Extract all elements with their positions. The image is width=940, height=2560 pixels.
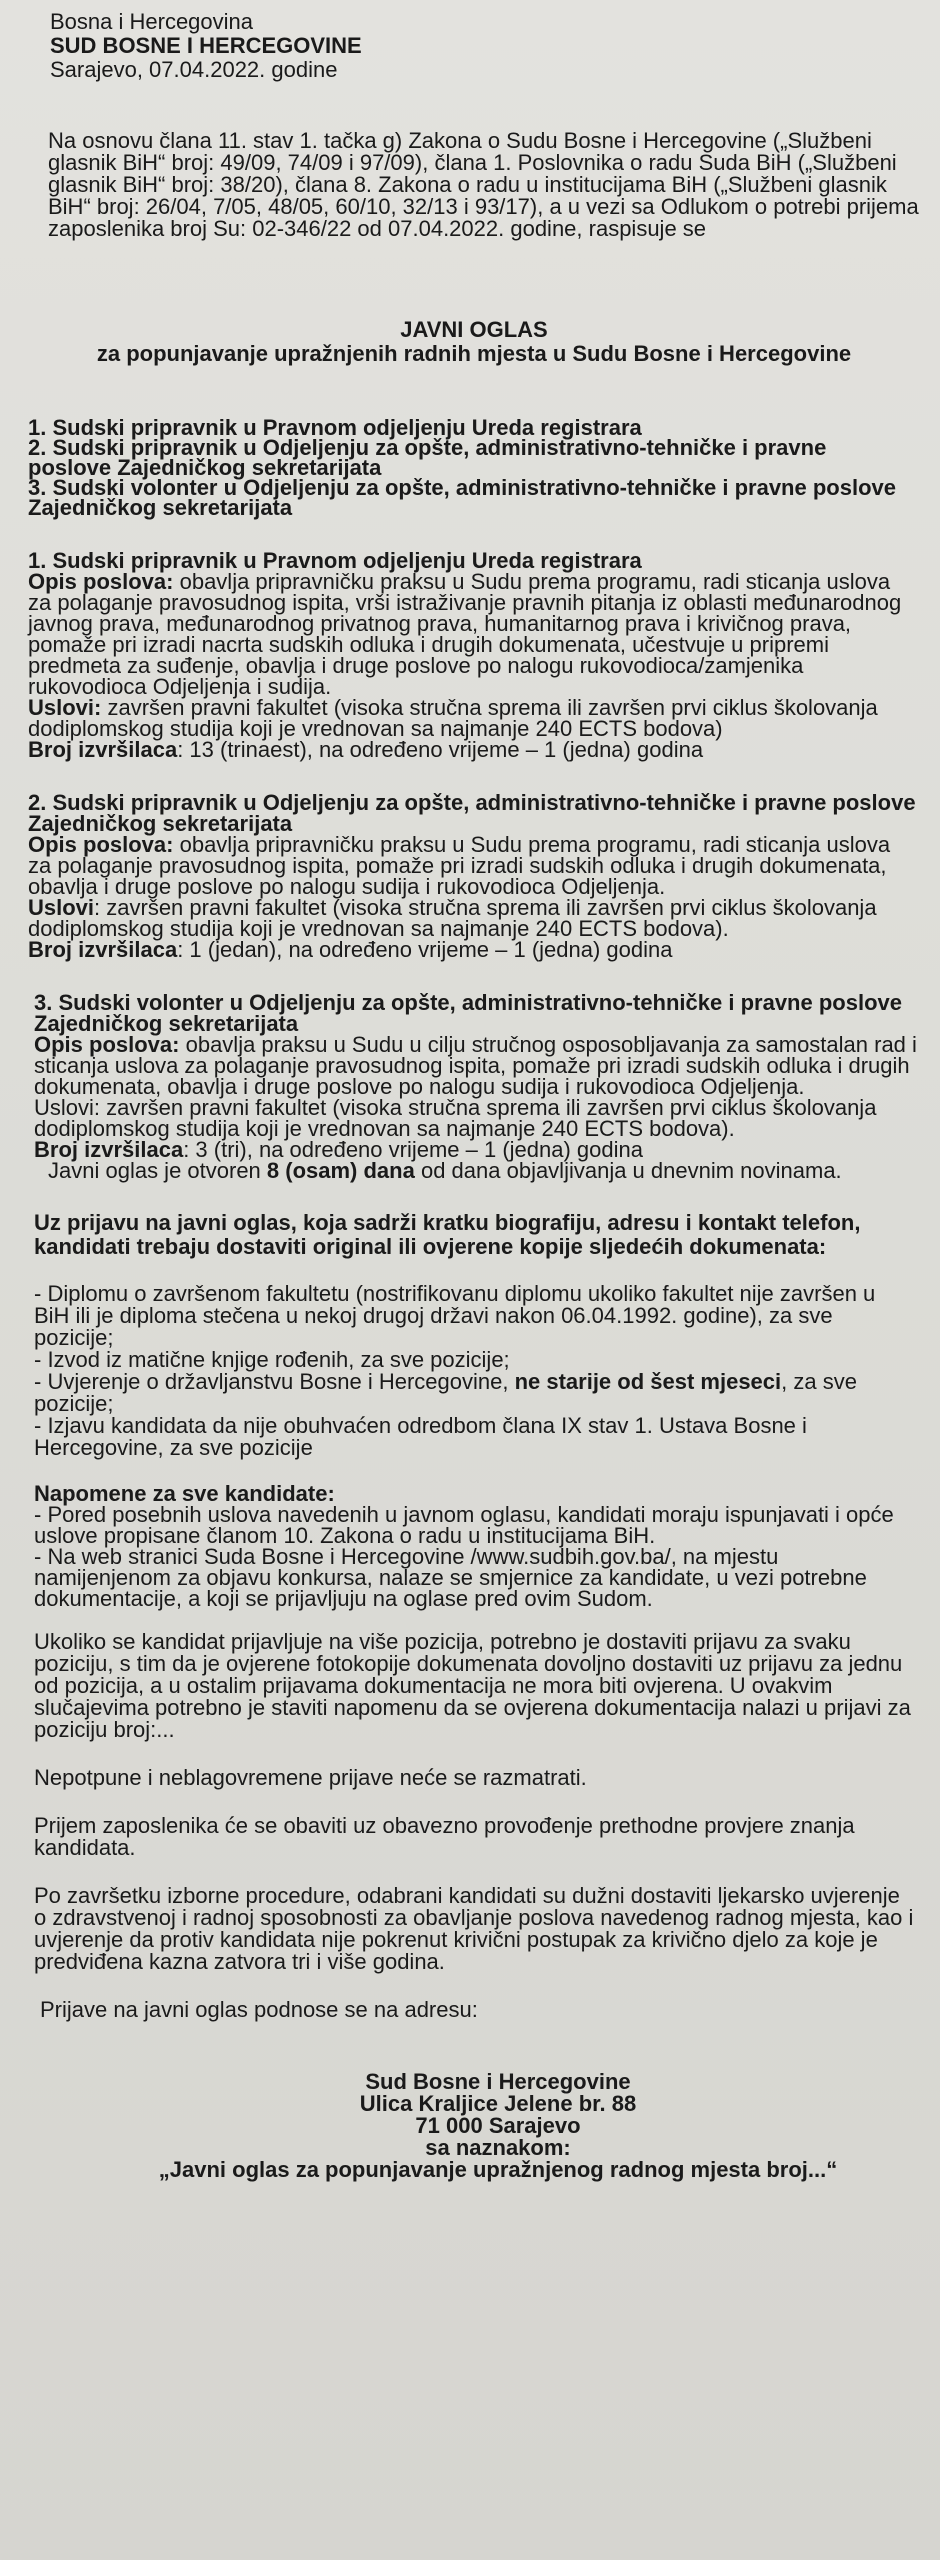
label: Opis poslova: [28, 832, 174, 857]
submission-paragraph: Prijave na javni oglas podnose se na adresu: [40, 1997, 478, 2022]
address-line: Sud Bosne i Hercegovine [365, 2069, 631, 2094]
section-heading: 3. Sudski volonter u Odjeljenju za opšte, administrativno-tehničke i pravne poslove Zajedničkog sekretarijata [34, 990, 902, 1036]
requirements-paragraph: Uz prijavu na javni oglas, koja sadrži kratku biografiju, adresu i kontakt telefon, kandidati trebaju dostaviti original ili ovjerene kopije sljedećih dokumenata: [34, 1210, 861, 1259]
header-date: Sarajevo, 07.04.2022. godine [50, 57, 338, 82]
submission-address [88, 2071, 908, 2181]
text: : 1 (jedan), na određeno vrijeme – 1 (jedna) godina [177, 937, 673, 962]
label: Broj izvršilaca [28, 737, 178, 762]
multi-position-paragraph: Ukoliko se kandidat prijavljuje na više pozicija, potrebno je dostaviti prijavu za svaku poziciju, s tim da je ovjerene fotokopije dokumenata dovoljno dostaviti uz prijavu za jednu od pozicija, a u ostalim prijavama dokumentacija ne mora biti ovjerena. U ovakvim slučajevima potrebno je staviti napomenu da se ovjerena dokumentacija nalazi u prijavi za poziciju broj:... [34, 1629, 911, 1742]
intro-paragraph: Na osnovu člana 11. stav 1. tačka g) Zakona o Sudu Bosne i Hercegovine („Službeni glasnik BiH“ broj: 49/09, 74/09 i 97/09), člana 1. Poslovnika o radu Suda BiH („Službeni glasnik BiH“ broj: 38/20), člana 8. Zakona o radu u institucijama BiH („Službeni glasnik BiH“ broj: 26/04, 7/05, 48/05, 60/10, 32/13 i 93/17), a u vezi sa Odlukom o potrebi prijema zaposlenika broj Su: 02-346/22 od 07.04.2022. godine, raspisuje se [48, 128, 919, 241]
title-sub: za popunjavanje upražnjenih radnih mjesta u Sudu Bosne i Hercegovine [96, 341, 852, 366]
section-description [34, 1034, 924, 1097]
header-court: SUD BOSNE I HERCEGOVINE [50, 33, 362, 58]
documents-list [34, 1283, 914, 1459]
incomplete-paragraph: Nepotpune i neblagovremene prijave neće se razmatrati. [34, 1765, 587, 1790]
position-section-2 [28, 792, 918, 960]
section-count [28, 739, 918, 760]
positions-list-item: 1. Sudski pripravnik u Pravnom odjeljenju Ureda registrara [28, 415, 642, 440]
text: Javni oglas je otvoren [48, 1158, 267, 1183]
label: Opis poslova: [28, 569, 174, 594]
section-description [28, 571, 918, 697]
label: Uslovi [28, 895, 95, 920]
notes-heading: Napomene za sve kandidate: [34, 1481, 335, 1506]
announcement-title [28, 318, 920, 366]
document-item: - Diplomu o završenom fakultetu (nostrifikovanu diplomu ukoliko fakultet nije završen u BiH ili je diploma stečena u nekoj drugoj državi nakon 06.04.1992. godine), za sve pozicije; [34, 1281, 876, 1350]
position-section-3 [34, 992, 924, 1181]
knowledge-check-paragraph: Prijem zaposlenika će se obaviti uz obavezno provođenje prethodne provjere znanja kandidata. [34, 1813, 855, 1860]
section-description [28, 834, 918, 897]
positions-list-item: 3. Sudski volonter u Odjeljenju za opšte, administrativno-tehničke i pravne poslove Zajedničkog sekretarijata [28, 475, 896, 520]
text: završen pravni fakultet (visoka stručna sprema ili završen prvi ciklus školovanja dodiplomskog studija koji je vrednovan sa najmanje 240 ECTS bodova) [28, 695, 878, 741]
position-section-1 [28, 550, 918, 760]
address-line: Ulica Kraljice Jelene br. 88 [359, 2091, 637, 2116]
header-country: Bosna i Hercegovina [50, 9, 254, 34]
section-heading: 2. Sudski pripravnik u Odjeljenju za opšte, administrativno-tehničke i pravne poslove Zajedničkog sekretarijata [28, 790, 916, 836]
title-main: JAVNI OGLAS [400, 317, 548, 342]
text-bold: 8 (osam) dana [266, 1158, 415, 1183]
text: : 3 (tri), na određeno vrijeme – 1 (jedna) godina [183, 1137, 643, 1162]
address-line: „Javni oglas za popunjavanje upražnjenog radnog mjesta broj...“ [158, 2157, 838, 2182]
address-line: sa naznakom: [425, 2135, 571, 2160]
label: Uslovi: [28, 695, 102, 720]
text: obavlja pripravničku praksu u Sudu prema programu, radi sticanja uslova za polaganje pravosudnog ispita, vrši istraživanje pravnih pitanja iz oblasti međunarodnog javnog prava, međunarodnog privatnog prava, humanitarnog prava i krivičnog prava, pomaže pri izradi nacrta sudskih odluka i drugih dokumenata, učestvuje u pripremi predmeta za suđenje, obavlja i druge poslove po nalogu rukovodioca/zamjenika rukovodioca Odjeljenja i sudija. [28, 569, 902, 699]
document-item [34, 1371, 914, 1415]
text-bold: ne starije od šest mjeseci [514, 1369, 782, 1394]
text: : 13 (trinaest), na određeno vrijeme – 1 (jedna) godina [177, 737, 704, 762]
text: obavlja praksu u Sudu u cilju stručnog osposobljavanja za samostalan rad i sticanja uslova za polaganje pravosudnog ispita, pomaže pri izradi sudskih odluka i drugih dokumenata, obavlja i druge poslove po nalogu sudija i rukovodioca Odjeljenja. [34, 1032, 917, 1099]
medical-certificate-paragraph: Po završetku izborne procedure, odabrani kandidati su dužni dostaviti ljekarsko uvjerenje o zdravstvenoj i radnoj sposobnosti za obavljanje poslova navedenog radnog mjesta, kao i uvjerenje da protiv kandidata nije pokrenut krivični postupak za krivično djelo za koje je predviđena kazna zatvora tri i više godina. [34, 1883, 914, 1974]
text: , za sve pozicije; [34, 1369, 857, 1416]
section-count [34, 1139, 924, 1160]
document-item: - Izjavu kandidata da nije obuhvaćen odredbom člana IX stav 1. Ustava Bosne i Hercegovine, za sve pozicije [34, 1413, 807, 1460]
note-item: - Na web stranici Suda Bosne i Hercegovine /www.sudbih.gov.ba/, na mjestu namijenjenom za objavu konkursa, nalaze se smjernice za kandidate, u vezi potrebne dokumentacije, a koji se prijavljuju na oglase pred ovim Sudom. [34, 1544, 867, 1611]
section-heading: 1. Sudski pripravnik u Pravnom odjeljenju Ureda registrara [28, 548, 642, 573]
section-conditions [28, 897, 918, 939]
label: Broj izvršilaca [34, 1137, 184, 1162]
address-line: 71 000 Sarajevo [415, 2113, 581, 2138]
court-header [50, 10, 920, 82]
document-item: - Izvod iz matične knjige rođenih, za sve pozicije; [34, 1347, 510, 1372]
label: Broj izvršilaca [28, 937, 178, 962]
section-conditions [28, 697, 918, 739]
notes-block [34, 1483, 914, 1609]
note-item: - Pored posebnih uslova navedenih u javnom oglasu, kandidati moraju ispunjavati i opće uslove propisane članom 10. Zakona o radu u institucijama BiH. [34, 1502, 894, 1548]
label: Opis poslova: [34, 1032, 180, 1057]
text: : završen pravni fakultet (visoka stručna sprema ili završen prvi ciklus školovanja dodiplomskog studija koji je vrednovan sa najmanje 240 ECTS bodova). [28, 895, 877, 941]
text: - Uvjerenje o državljanstvu Bosne i Hercegovine, [34, 1369, 515, 1394]
positions-list [28, 415, 908, 520]
section-conditions: Uslovi: završen pravni fakultet (visoka stručna sprema ili završen prvi ciklus školovanja dodiplomskog studija koji je vrednovan sa najmanje 240 ECTS bodova). [34, 1095, 877, 1141]
section-count [28, 939, 918, 960]
open-period [48, 1160, 924, 1181]
positions-list-item: 2. Sudski pripravnik u Odjeljenju za opšte, administrativno-tehničke i pravne poslove Zajedničkog sekretarijata [28, 435, 827, 480]
text: od dana objavljivanja u dnevnim novinama. [414, 1158, 842, 1183]
text: obavlja pripravničku praksu u Sudu prema programu, radi sticanja uslova za polaganje pravosudnog ispita, pomaže pri izradi sudskih odluka i drugih dokumenata, obavlja i druge poslove po nalogu sudija i rukovodioca Odjeljenja. [28, 832, 891, 899]
